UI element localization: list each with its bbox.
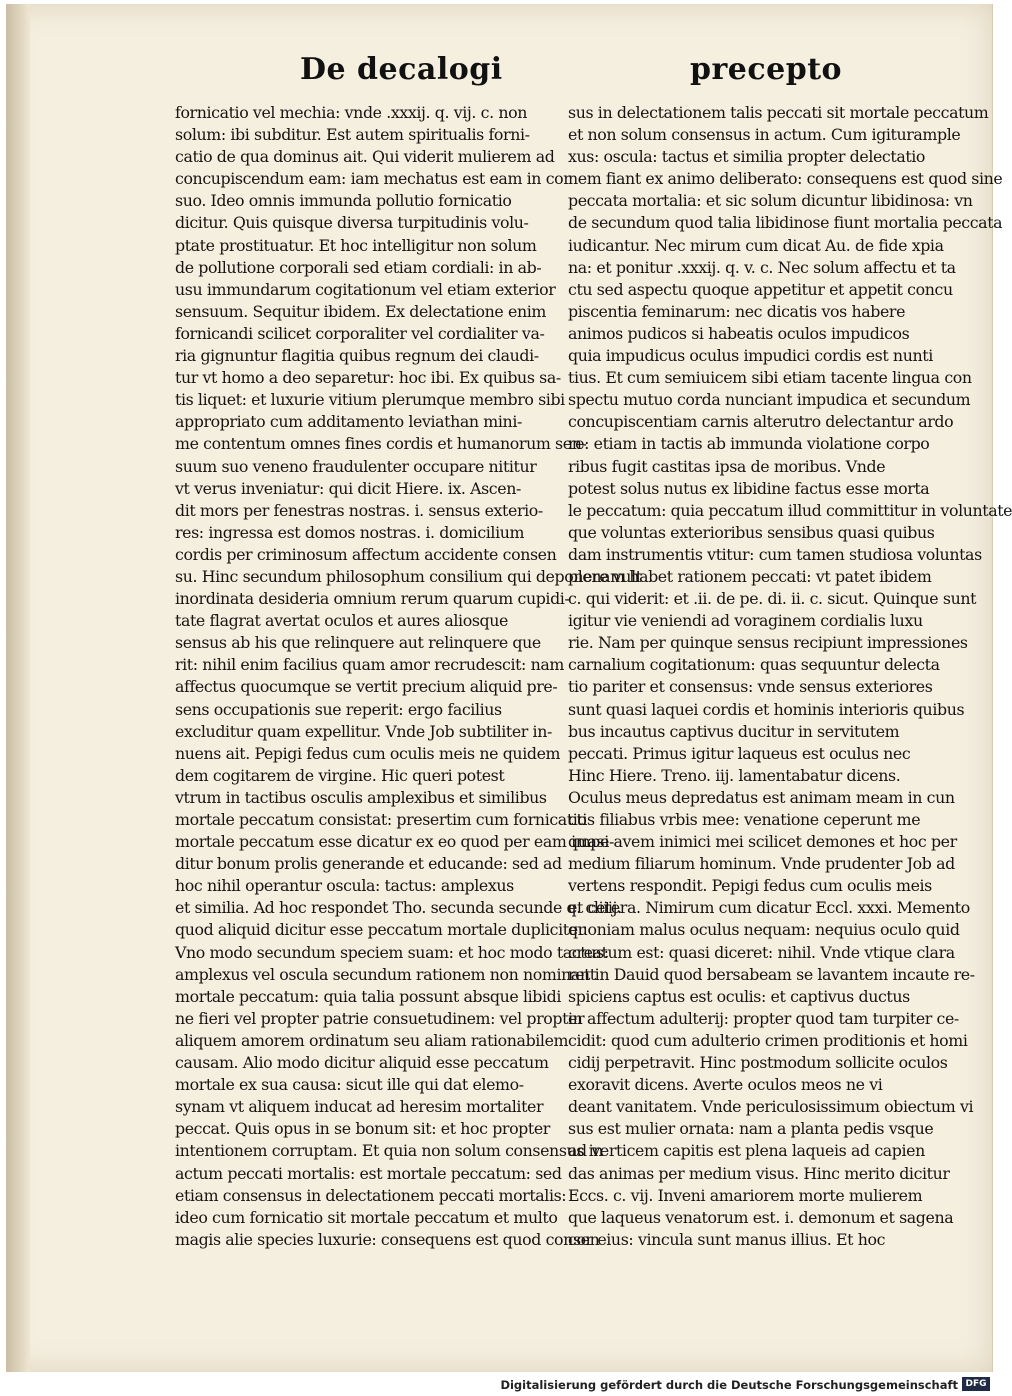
text-line: ideo cum fornicatio sit mortale peccatum et multo [175,1207,558,1227]
footer-bar [0,1372,1000,1396]
text-line: dam instrumentis vtitur: cum tamen studiosa voluntas [568,544,982,564]
text-line: cordis per criminosum affectum accidente consen [175,544,557,564]
text-line: sensus ab his que relinquere aut relinquere que [175,633,541,653]
text-line: quia impudicus oculus impudici cordis est nunti [568,346,933,366]
text-line: rie. Nam per quinque sensus recipiunt impressiones [568,633,968,653]
text-line: et similia. Ad hoc respondet Tho. secunda secunde q. cliiij. [175,898,622,918]
text-line: das animas per medium visus. Hinc merito dicitur [568,1163,950,1183]
text-line: piscentia feminarum: nec dicatis vos habere [568,301,906,321]
text-line: ad verticem capitis est plena laqueis ad capien [568,1141,925,1161]
text-line: actum peccati mortalis: est mortale peccatum: sed [175,1163,562,1183]
text-line: ctu sed aspectu quoque appetitur et appetit concu [568,279,953,299]
footer-credit: Digitalisierung gefördert durch die Deutsche Forschungsgemeinschaft [500,1378,958,1392]
text-line: excluditur quam expellitur. Vnde Job subtiliter in- [175,721,552,741]
text-line: solum: ibi subditur. Est autem spiritualis forni- [175,125,530,145]
text-line: cidij perpetravit. Hinc postmodum sollicite oculos [568,1053,948,1073]
text-line: dicitur. Quis quisque diversa turpitudinis volu- [175,213,529,233]
text-line: vertens respondit. Pepigi fedus cum oculis meis [568,876,932,896]
text-line: spiciens captus est oculis: et captivus ductus [568,986,910,1006]
text-line: affectus quocumque se vertit precium aliquid pre- [175,677,558,697]
text-line: iudicantur. Nec mirum cum dicat Au. de fide xpia [568,235,944,255]
text-line: carnalium cogitationum: quas sequuntur delecta [568,655,940,675]
text-line: Hinc Hiere. Treno. iij. lamentabatur dicens. [568,765,901,785]
header-right: precepto [690,52,843,87]
header-left: De decalogi [300,52,503,87]
text-line: bus incautus captivus ducitur in servitutem [568,721,900,741]
text-line: ptate prostituatur. Et hoc intelligitur non solum [175,235,537,255]
text-line: quoniam malus oculus nequam: nequius oculo quid [568,920,960,940]
text-line: de secundum quod talia libidinose fiunt mortalia peccata [568,213,1003,233]
text-line: nuens ait. Pepigi fedus cum oculis meis ne quidem [175,743,561,763]
text-line: sus est mulier ornata: nam a planta pedis vsque [568,1119,934,1139]
text-line: Eccs. c. vij. Inveni amariorem morte mulierem [568,1185,923,1205]
text-line: aliquem amorem ordinatum seu aliam rationabilem [175,1030,569,1050]
text-line: concupiscentiam carnis alterutro delectantur ardo [568,412,954,432]
text-line: concupiscendum eam: iam mechatus est eam in cor [175,169,571,189]
text-line: xus: oscula: tactus et similia propter delectatio [568,147,926,167]
text-line: animos pudicos si habeatis oculos impudicos [568,323,910,343]
text-line: mortale peccatum esse dicatur ex eo quod per eam impe- [175,832,614,852]
running-header [0,52,1000,102]
text-line: mortale ex sua causa: sicut ille qui dat elemo- [175,1075,524,1095]
right-text-column [568,102,1012,1249]
text-line: Oculus meus depredatus est animam meam in cun [568,787,955,807]
text-line: mortale peccatum consistat: presertim cum fornicatio [175,810,587,829]
text-line: fornicandi scilicet corporaliter vel cordialiter va- [175,323,545,343]
text-line: inordinata desideria omnium rerum quarum cupidi- [175,589,570,609]
text-line: magis alie species luxurie: consequens est quod consen [175,1229,600,1249]
text-line: appropriato cum additamento leviathan mini- [175,412,522,432]
text-line: vtrum in tactibus osculis amplexibus et similibus [175,787,547,807]
text-line: su. Hinc secundum philosophum consilium qui deponere vult [175,566,642,586]
text-line: et non solum consensus in actum. Cum igiturample [568,125,961,145]
text-line: quasi avem inimici mei scilicet demones et hoc per [568,832,957,852]
text-line: sensuum. Sequitur ibidem. Ex delectatione enim [175,301,546,321]
text-line: fornicatio vel mechia: vnde .xxxij. q. vij. c. non [175,103,527,122]
text-line: dit mors per fenestras nostras. i. sensus exterio- [175,500,543,520]
text-line: res: ingressa est domos nostras. i. domicilium [175,522,525,542]
left-text-column [175,102,642,1249]
text-line: exoravit dicens. Averte oculos meos ne vi [568,1075,883,1095]
text-line: ribus fugit castitas ipsa de moribus. Vnde [568,456,886,476]
text-line: quod aliquid dicitur esse peccatum mortale dupliciter [175,920,585,940]
text-line: creatum est: quasi diceret: nihil. Vnde vtique clara [568,942,955,962]
text-line: que laqueus venatorum est. i. demonum et sagena [568,1207,954,1227]
text-line: que voluntas exterioribus sensibus quasi quibus [568,522,935,542]
text-line: sunt quasi laquei cordis et hominis interioris quibus [568,699,965,719]
text-line: causam. Alio modo dicitur aliquid esse peccatum [175,1053,549,1073]
text-line: in affectum adulterij: propter quod tam turpiter ce- [568,1008,959,1028]
text-line: etiam consensus in delectationem peccati mortalis: [175,1185,567,1205]
text-line: cor eius: vincula sunt manus illius. Et hoc [568,1229,886,1249]
text-line: tur vt homo a deo separetur: hoc ibi. Ex quibus sa- [175,368,561,388]
text-line: suo. Ideo omnis immunda pollutio fornicatio [175,191,512,211]
text-line: Vno modo secundum speciem suam: et hoc modo tactus: [175,942,609,962]
text-line: ne fieri vel propter patrie consuetudinem: vel propter [175,1008,585,1028]
text-line: tio pariter et consensus: vnde sensus exteriores [568,677,933,697]
text-line: peccat. Quis opus in se bonum sit: et hoc propter [175,1119,550,1139]
text-line: usu immundarum cogitationum vel etiam exterior [175,279,556,299]
page-gutter-shadow [6,4,30,1376]
text-line: igitur vie veniendi ad voraginem cordialis luxu [568,611,923,631]
text-line: me contentum omnes fines cordis et humanorum sen- [175,434,587,454]
text-line: rit: nihil enim facilius quam amor recrudescit: nam [175,655,564,675]
text-line: intentionem corruptam. Et quia non solum consensus in [175,1141,604,1161]
text-line: dem cogitarem de virgine. Hic queri potest [175,765,505,785]
text-line: hoc nihil operantur oscula: tactus: amplexus [175,876,514,896]
text-line: suum suo veneno fraudulenter occupare nititur [175,456,537,476]
dfg-logo: DFG [962,1377,990,1391]
text-line: peccati. Primus igitur laqueus est oculus nec [568,743,911,763]
text-line: spectu mutuo corda nunciant impudica et secundum [568,390,971,410]
text-line: nem fiant ex animo deliberato: consequens est quod sine [568,169,1003,189]
text-line: re: etiam in tactis ab immunda violatione corpo [568,434,930,454]
text-line: le peccatum: quia peccatum illud committitur in voluntate [568,500,1012,520]
text-line: et cetera. Nimirum cum dicatur Eccl. xxxi. Memento [568,898,970,918]
text-line: ctis filiabus vrbis mee: venatione ceperunt me [568,810,921,829]
text-line: ret in Dauid quod bersabeam se lavantem incaute re- [568,964,975,984]
text-line: de pollutione corporali sed etiam cordiali: in ab- [175,257,542,277]
text-line: ditur bonum prolis generande et educande: sed ad [175,854,562,874]
text-line: cidit: quod cum adulterio crimen proditionis et homi [568,1030,968,1050]
text-line: deant vanitatem. Vnde periculosissimum obiectum vi [568,1097,974,1117]
text-line: plenam habet rationem peccati: vt patet ibidem [568,566,932,586]
text-line: sens occupationis sue reperit: ergo facilius [175,699,502,719]
text-line: tate flagrat avertat oculos et aures aliosque [175,611,508,631]
text-line: ria gignuntur flagitia quibus regnum dei claudi- [175,346,539,366]
text-line: mortale peccatum: quia talia possunt absque libidi [175,986,562,1006]
text-line: tis liquet: et luxurie vitium plerumque membro sibi [175,390,565,410]
text-line: potest solus nutus ex libidine factus esse morta [568,478,930,498]
text-line: catio de qua dominus ait. Qui viderit mulierem ad [175,147,555,167]
text-line: synam vt aliquem inducat ad heresim mortaliter [175,1097,544,1117]
text-line: amplexus vel oscula secundum rationem non nominant [175,964,596,984]
text-line: sus in delectationem talis peccati sit mortale peccatum [568,103,989,122]
text-line: medium filiarum hominum. Vnde prudenter Job ad [568,854,955,874]
text-line: peccata mortalia: et sic solum dicuntur libidinosa: vn [568,191,973,211]
text-line: vt verus inveniatur: qui dicit Hiere. ix. Ascen- [175,478,521,498]
text-line: c. qui viderit: et .ii. de pe. di. ii. c. sicut. Quinque sunt [568,589,977,609]
text-line: tius. Et cum semiuicem sibi etiam tacente lingua con [568,368,972,388]
text-line: na: et ponitur .xxxij. q. v. c. Nec solum affectu et ta [568,257,956,277]
